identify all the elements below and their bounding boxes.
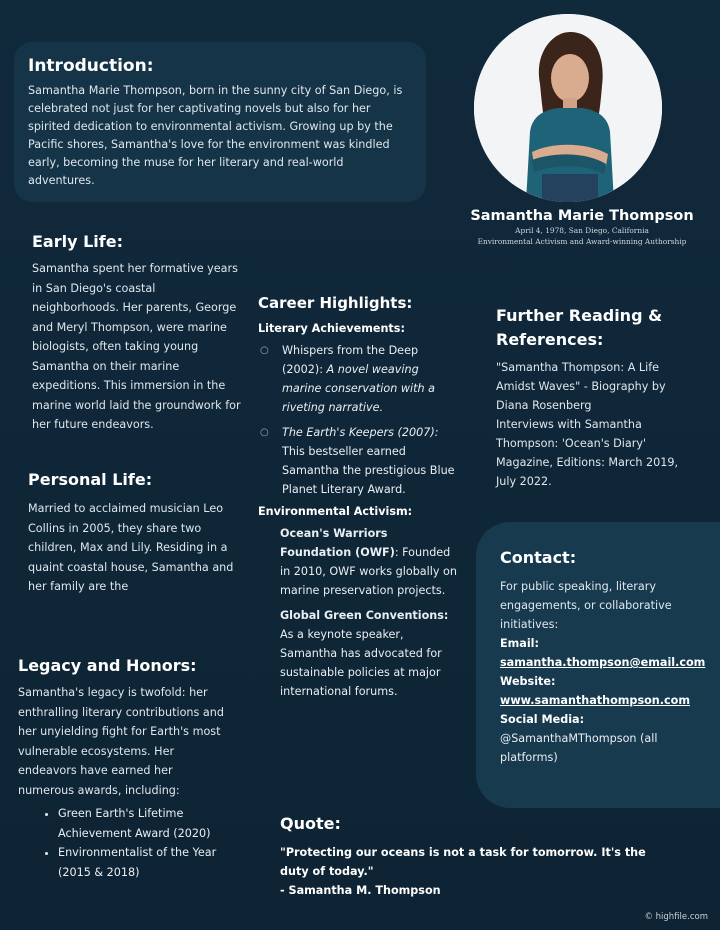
env-item-title: Ocean's Warriors Foundation (OWF) <box>280 527 395 559</box>
social-media-value: @SamanthaMThompson (all platforms) <box>500 732 658 764</box>
contact-intro: For public speaking, literary engagements, or collaborative initiatives: <box>500 580 672 631</box>
portrait-image <box>474 14 662 202</box>
further-reading-section <box>496 304 701 491</box>
env-item <box>258 606 458 701</box>
profile-photo <box>474 14 662 202</box>
further-reading-text-2: Interviews with Samantha Thompson: 'Ocean's Diary' Magazine, Editions: March 2019, July 2022. <box>496 418 679 488</box>
env-item <box>258 524 458 600</box>
env-item-desc: As a keynote speaker, Samantha has advocated for sustainable policies at major international forums. <box>280 628 442 698</box>
legacy-section <box>18 656 228 882</box>
profile-tagline: Environmental Activism and Award-winning Authorship <box>477 237 687 246</box>
introduction-section <box>28 56 413 190</box>
circle-bullet-icon: ○ <box>260 345 269 356</box>
quote-text: "Protecting our oceans is not a task for tomorrow. It's the duty of today." <box>280 846 646 878</box>
literary-achievements-heading: Literary Achievements: <box>258 322 405 335</box>
early-life-section <box>32 232 242 435</box>
website-link[interactable]: www.samanthathompson.com <box>500 694 690 707</box>
early-life-heading: Early Life: <box>32 232 123 251</box>
personal-life-heading: Personal Life: <box>28 470 153 489</box>
career-heading: Career Highlights: <box>258 294 413 312</box>
legacy-text: Samantha's legacy is twofold: her enthralling literary contributions and her unyielding fight for Earth's most vulnerable ecosystems. Her endeavors have earned her numerous awards, including: <box>18 686 224 797</box>
introduction-text: Samantha Marie Thompson, born in the sunny city of San Diego, is celebrated not just for her captivating novels but also for her spirited dedication to environmental activism. Growing up by the Pacific shores, Samantha's love for the environment was kindled early, becoming the muse for her literary and real-world adventures. <box>28 84 403 187</box>
profile-name: Samantha Marie Thompson <box>470 208 694 224</box>
profile-name-block <box>444 208 720 246</box>
email-link[interactable]: samantha.thompson@email.com <box>500 656 706 669</box>
email-label: Email: <box>500 637 539 650</box>
literary-item-title: Whispers from the Deep (2002): <box>282 344 419 376</box>
quote-heading: Quote: <box>280 814 341 833</box>
profile-birth: April 4, 1978, San Diego, California <box>515 226 649 235</box>
literary-item-desc: This bestseller earned Samantha the prestigious Blue Planet Literary Award. <box>282 445 455 496</box>
contact-heading: Contact: <box>500 548 577 567</box>
career-section <box>258 294 458 701</box>
social-media-label: Social Media: <box>500 713 585 726</box>
literary-item-desc: A novel weaving marine conservation with a riveting narrative. <box>282 363 435 414</box>
quote-author: - Samantha M. Thompson <box>280 884 441 897</box>
awards-list <box>18 804 228 882</box>
literary-item <box>258 341 458 417</box>
env-item-title: Global Green Conventions: <box>280 609 449 622</box>
early-life-text: Samantha spent her formative years in San Diego's coastal neighborhoods. Her parents, George and Meryl Thompson, were marine biologists, often taking young Samantha on their marine expeditions. This immersion in the marine world laid the groundwork for her future endeavors. <box>32 262 241 431</box>
circle-bullet-icon: ○ <box>260 427 269 438</box>
legacy-heading: Legacy and Honors: <box>18 656 197 675</box>
website-label: Website: <box>500 675 556 688</box>
env-item-desc: : Founded in 2010, OWF works globally on marine preservation projects. <box>280 546 457 597</box>
introduction-heading: Introduction: <box>28 56 154 76</box>
award-item: • Environmentalist of the Year (2015 & 2018) <box>58 843 228 882</box>
environmental-activism-heading: Environmental Activism: <box>258 505 413 518</box>
further-reading-heading: Further Reading & References: <box>496 306 663 349</box>
award-item: • Green Earth's Lifetime Achievement Award (2020) <box>58 804 228 843</box>
contact-section <box>500 548 710 767</box>
literary-item-title: The Earth's Keepers (2007): <box>282 426 439 439</box>
literary-list <box>258 341 458 499</box>
literary-item <box>258 423 458 499</box>
personal-life-section <box>28 470 243 597</box>
personal-life-text: Married to acclaimed musician Leo Collins in 2005, they share two children, Max and Lily. Residing in a quaint coastal house, Samantha and her family are the <box>28 502 234 593</box>
footer-credit: © highfile.com <box>644 912 708 922</box>
further-reading-text-1: "Samantha Thompson: A Life Amidst Waves" - Biography by Diana Rosenberg <box>496 361 666 412</box>
quote-section <box>280 814 670 900</box>
